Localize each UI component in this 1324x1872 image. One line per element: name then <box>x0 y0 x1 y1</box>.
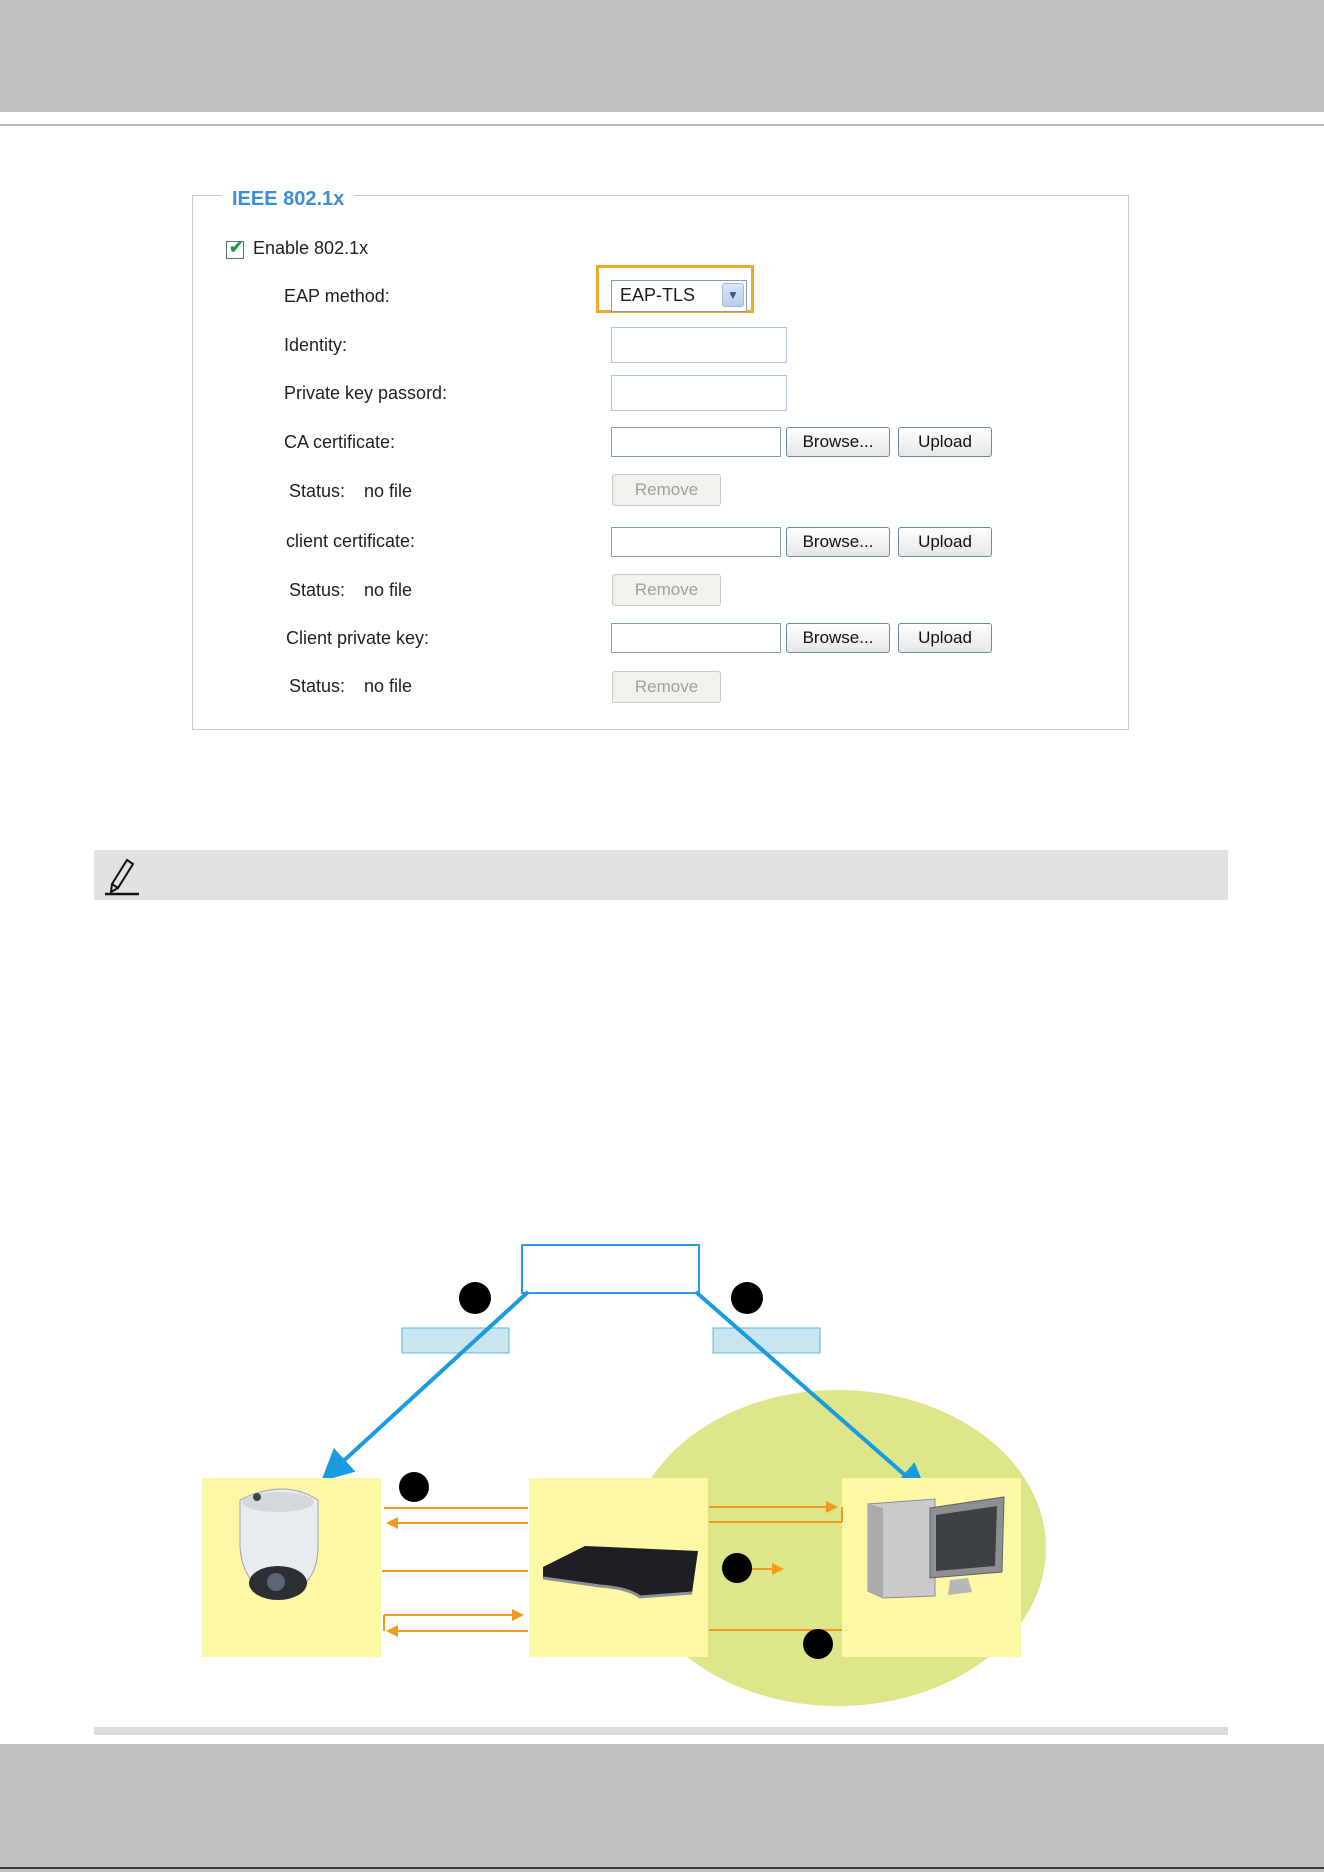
client-cert-status-value: no file <box>364 580 413 600</box>
eap-method-label: EAP method: <box>284 286 390 306</box>
enable-8021x-label: Enable 802.1x <box>253 238 369 258</box>
client-private-key-label: Client private key: <box>286 628 430 648</box>
issue-arrow-camera <box>327 1292 528 1476</box>
private-key-password-label: Private key passord: <box>284 383 448 403</box>
step-marker <box>722 1553 752 1583</box>
step-marker <box>731 1282 763 1314</box>
client-key-status-label: Status: <box>289 676 346 696</box>
step-marker <box>399 1472 429 1502</box>
client-key-upload-button[interactable]: Upload <box>898 623 992 653</box>
checkmark-icon: ✔ <box>229 238 244 257</box>
client-cert-browse-button[interactable]: Browse... <box>786 527 890 557</box>
certificate-tag-right <box>713 1328 820 1353</box>
client-cert-upload-button[interactable]: Upload <box>898 527 992 557</box>
ca-remove-button[interactable]: Remove <box>612 474 721 506</box>
client-key-browse-button[interactable]: Browse... <box>786 623 890 653</box>
fieldset-legend: IEEE 802.1x <box>222 183 354 215</box>
ca-browse-button[interactable]: Browse... <box>786 427 890 457</box>
ca-status-value: no file <box>364 481 413 501</box>
client-key-remove-button[interactable]: Remove <box>612 671 721 703</box>
step-marker <box>803 1629 833 1659</box>
ca-certificate-label: CA certificate: <box>284 432 396 452</box>
identity-label: Identity: <box>284 335 348 355</box>
page-footer-band <box>0 1744 1324 1872</box>
ca-upload-button[interactable]: Upload <box>898 427 992 457</box>
chevron-down-icon[interactable]: ▼ <box>722 283 744 307</box>
eap-method-value: EAP-TLS <box>620 285 696 305</box>
client-cert-status-label: Status: <box>289 580 346 600</box>
footer-divider <box>94 1727 1228 1735</box>
client-key-status-value: no file <box>364 676 413 696</box>
client-cert-remove-button[interactable]: Remove <box>612 574 721 606</box>
client-certificate-label: client certificate: <box>286 531 416 551</box>
camera-icon <box>240 1489 318 1600</box>
certificate-tag-left <box>402 1328 509 1353</box>
footer-hairline <box>0 1867 1324 1869</box>
step-marker <box>459 1282 491 1314</box>
authority-box <box>522 1245 699 1293</box>
ca-status-label: Status: <box>289 481 346 501</box>
